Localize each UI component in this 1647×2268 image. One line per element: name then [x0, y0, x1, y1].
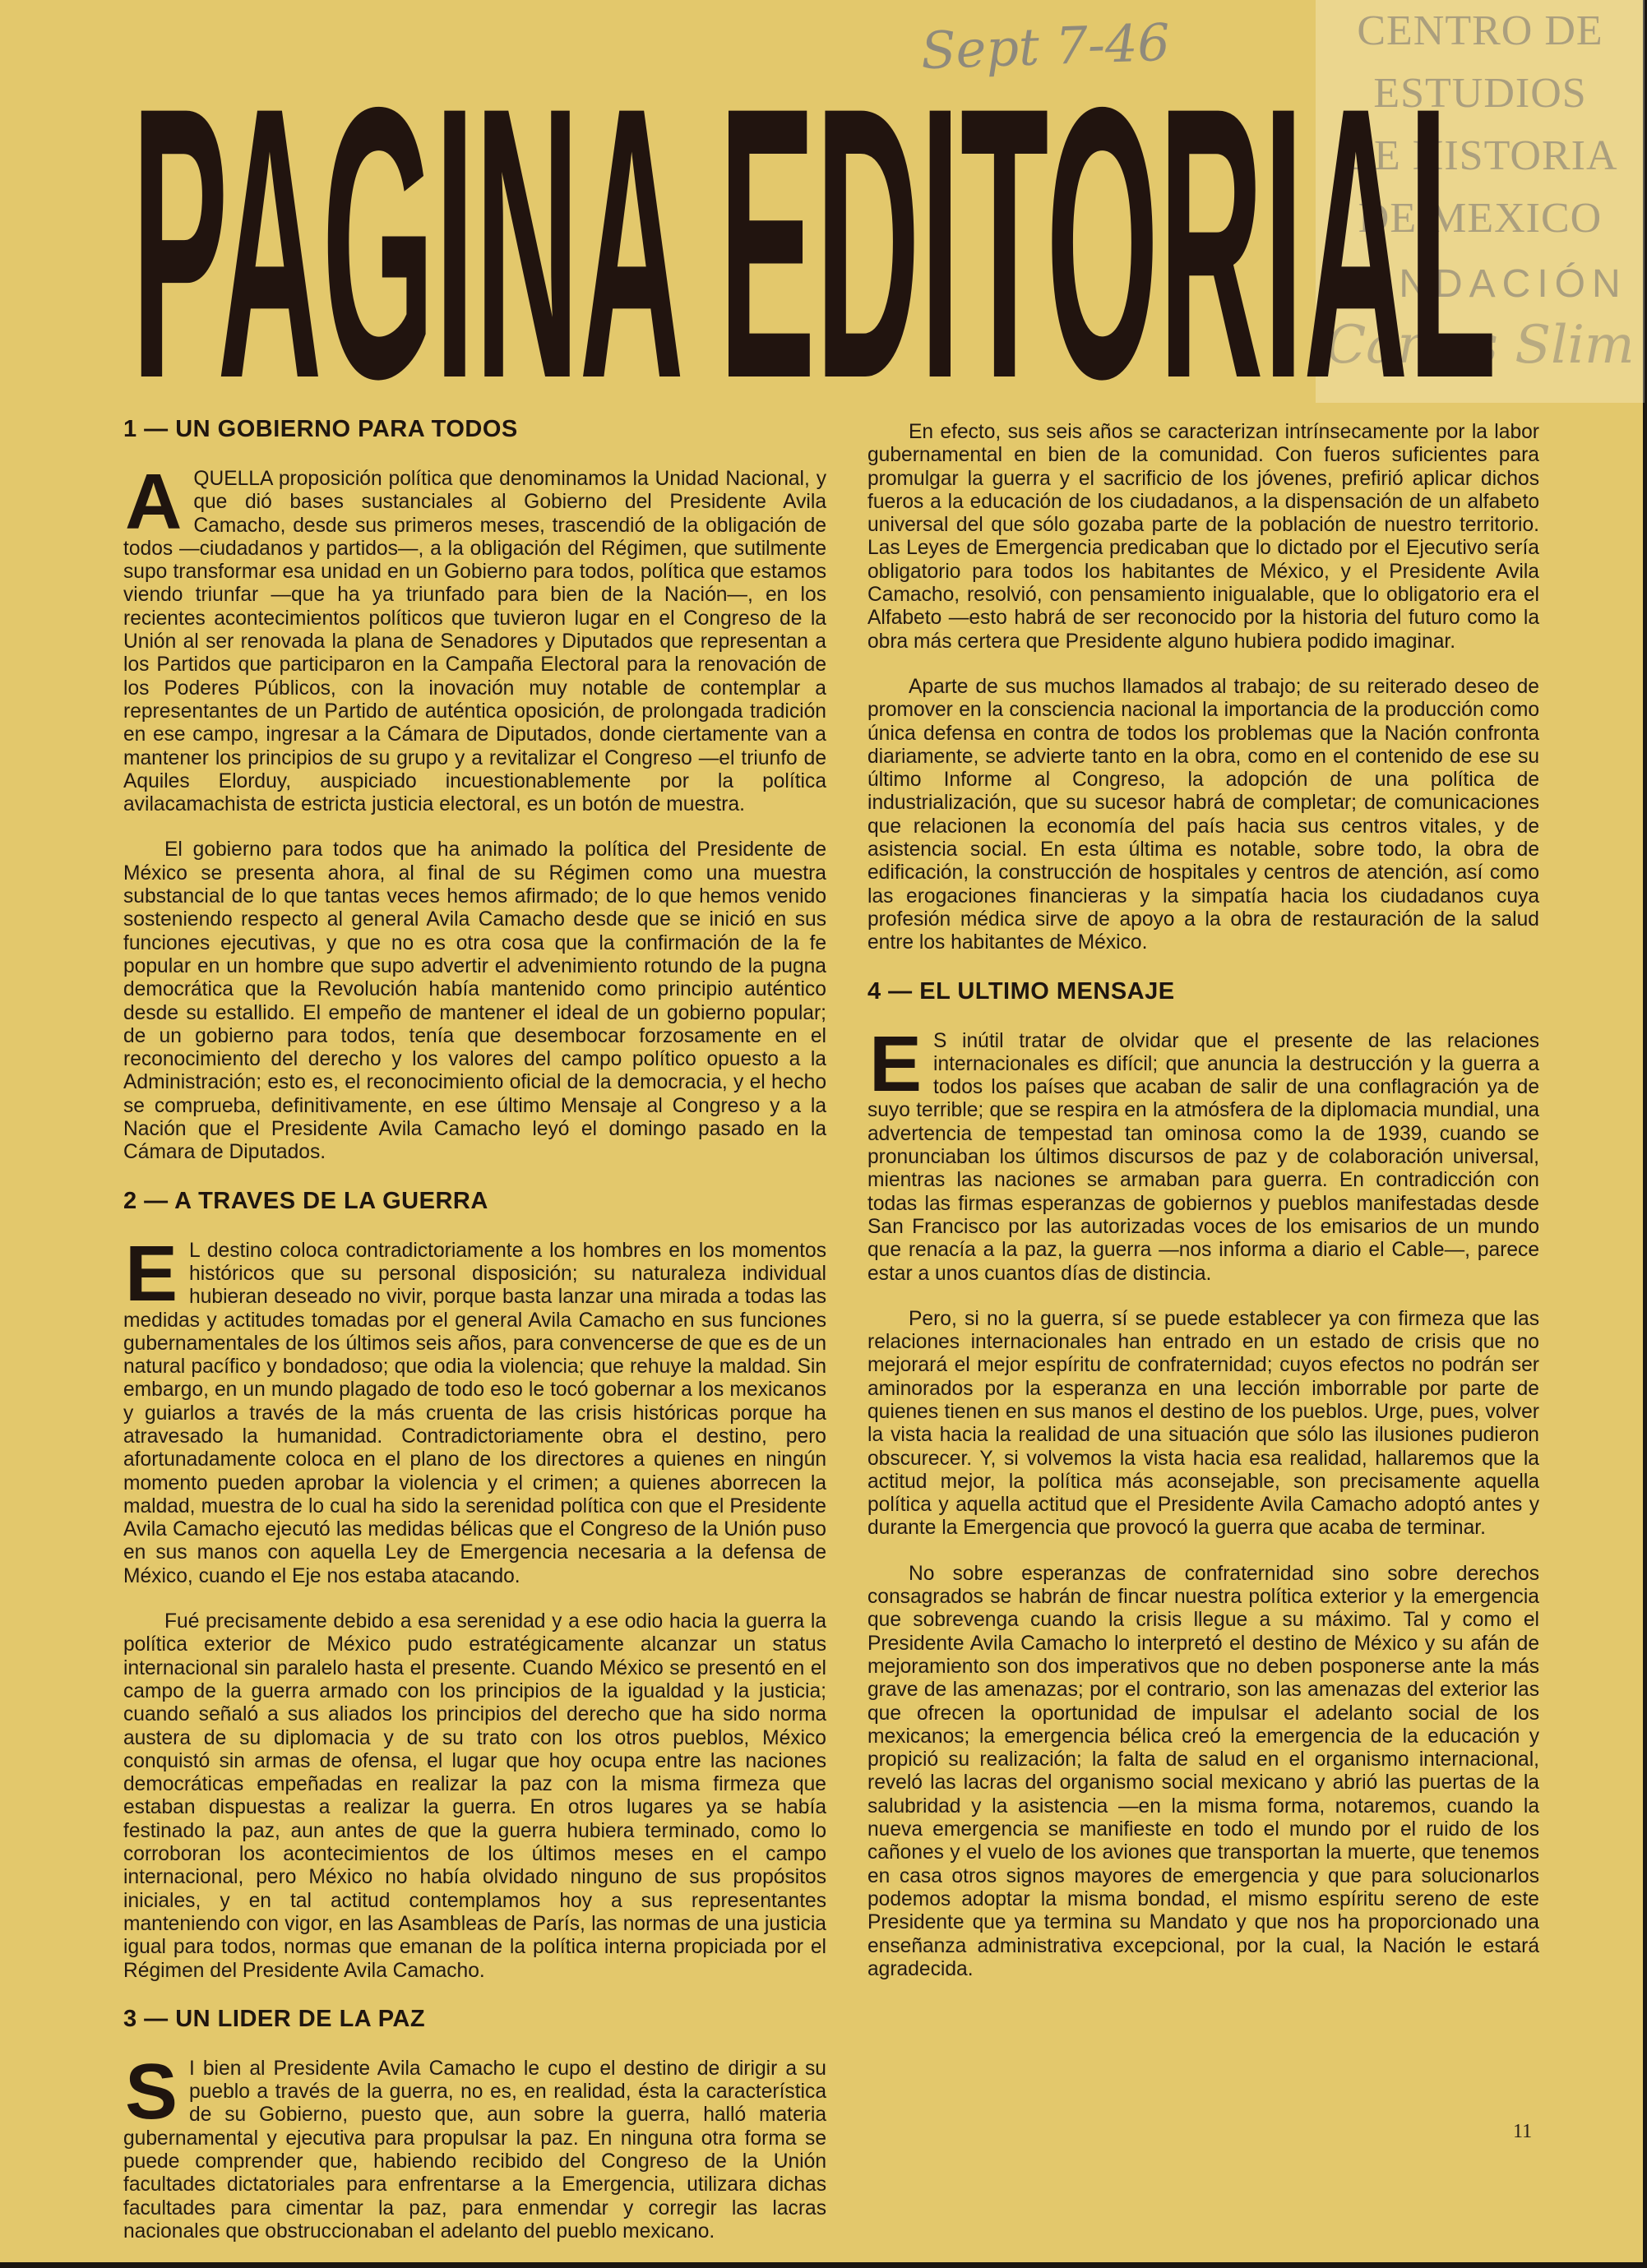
masthead-title	[132, 105, 1497, 393]
stamp-line: DE MEXICO	[1358, 195, 1603, 242]
masthead-text: PAGINA EDITORIAL	[132, 105, 1497, 393]
paragraph-text: S inútil tratar de olvidar que el presente de las relaciones internacionales es difícil; que anuncia la destrucción y la guerra a todos los países que acaban de salir de una conflagración ya de suyo terrible; que se respira en la atmósfera de la diplomacia mundial, una advertencia de tempestad tan ominosa como la de 1939, cuando se pronunciaban los últimos discursos de paz y de colaboración universal, mientras las naciones se armaban para guerra. En contradicción con todas las firmas esperanzas de gobiernos y pueblos manifestadas desde San Francisco por las autorizadas voces de los emisarios de un mundo que renacía a la paz, la guerra —nos informa a diario el Cable—, parece estar a unos cuantos días de distincia.	[867, 1029, 1539, 1285]
page-number: 11	[1513, 2121, 1533, 2142]
section-4-paragraph: No sobre esperanzas de confraternidad sino sobre derechos consagrados se habrán de fincar nuestra política exterior y la emergencia que sobrevenga cuando la crisis llegue a su máximo. Tal y como el Presidente Avila Camacho lo interpretó el destino de México y su afán de mejoramiento son dos imperativos que no deben posponerse ante la más grave de las amenazas; por el contrario, son las amenazas del exterior las que ofrecen la oportunidad de impulsar el adelanto social de los mexicanos; la emergencia bélica creó la emergencia de la educación y propició su realización; la falta de salud en el organismo internacional, reveló las lacras del organismo social mexicano y abrió las puertas de la salubridad y la asistencia —en la misma forma, notaremos, cuando la nueva emergencia se manifieste en todo el mundo por el ruido de los cañones y el vuelo de los aviones que transportan la muerte, que tenemos en casa otros signos mayores de emergencia y que para solucionarlos podemos adoptar la misma bondad, el mismo espíritu sereno de este Presidente que ya termina su Mandato y que nos ha proporcionado una enseñanza administrativa excepcional, por la cual, la Nación le estará agradecida.	[867, 1562, 1539, 1980]
left-column	[123, 415, 826, 2266]
stamp-fundacion: FUNDACIÓN	[1333, 262, 1627, 306]
section-3-paragraph	[123, 2047, 826, 2243]
section-1-paragraph	[123, 458, 826, 816]
stamp-line: CENTRO DE	[1357, 7, 1603, 54]
section-3-paragraph: Aparte de sus muchos llamados al trabajo; de su reiterado deseo de promover en la consciencia nacional la importancia de la producción como única defensa en contra de todos los problemas que la Nación confronta diariamente, se advierte tanto en la obra, como en el contenido de ese su último Informe al Congreso, la adopción de una política de industrialización, que su sucesor habrá de completar; de comunicaciones que relacionen la economía del país hacia sus centros vitales, y de asistencia social. En esta última es notable, sobre todo, la obra de edificación, la construcción de hospitales y centros de atención, así como las erogaciones financieras y la simpatía hacia los ciudadanos cuya profesión médica sirve de apoyo a la obra de restauración de la salud entre los habitantes de México.	[867, 675, 1539, 954]
handwritten-date-note: Sept 7-46	[919, 12, 1171, 81]
dropcap: S	[125, 2047, 178, 2136]
section-1-paragraph: El gobierno para todos que ha animado la política del Presidente de México se presenta ahora, al final de su Régimen como una muestra substancial de lo que tantas veces hemos afirmado; de lo que hemos venido sosteniendo respecto al general Avila Camacho desde que se inició en sus funciones ejecutivas, y que no es otra cosa que la confirmación de la fe popular en un hombre que supo advertir el advenimiento rotundo de la pugna democrática que la Revolución había mantenido como principio auténtico desde su estallido. El empeño de mantener el ideal de un gobierno popular; de un gobierno para todos, tenía que desembocar forzosamente en el reconocimiento del derecho y los valores del campo político opuesto a la Administración; esto es, el reconocimiento oficial de la democracia, y el hecho se comprueba, definitivamente, en ese último Mensaje al Congreso y a la Nación que el Presidente Avila Camacho leyó el domingo pasado en la Cámara de Diputados.	[123, 838, 826, 1164]
stamp-signature: Carlos Slim	[1325, 315, 1635, 376]
dropcap: A	[125, 458, 183, 546]
stamp-line: DE HISTORIA	[1342, 132, 1618, 179]
section-3-heading: 3 — UN LIDER DE LA PAZ	[123, 2005, 426, 2032]
section-2-paragraph: Fué precisamente debido a esa serenidad y a ese odio hacia la guerra la política exterior de México pudo estratégicamente alcanzar un status internacional sin paralelo hasta el presente. Cuando México se presentó en el campo de la guerra armado con los principios de la igualdad y la justicia; cuando señaló a sus aliados los principios del derecho que ha sido norma austera de su diplomacia y de su trato con los otros pueblos, México conquistó sin armas de ofensa, el lugar que hoy ocupa entre las naciones democráticas empeñadas en realizar la paz con la misma firmeza que estaban dispuestas a realizar la guerra. En otros lugares ya se había festinado la paz, aun antes de que la guerra hubiera terminado, como lo corroboran los acontecimientos de los últimos meses en el campo internacional, pero México no había olvidado ninguno de sus propósitos iniciales, y en tal actitud contemplamos hoy a sus representantes manteniendo con vigor, en las Asambleas de París, las normas de una justicia igual para todos, normas que emanan de la política interna propiciada por el Régimen del Presidente Avila Camacho.	[123, 1610, 826, 1982]
paragraph-text: I bien al Presidente Avila Camacho le cupo el destino de dirigir a su pueblo a través de la guerra, no es, en realidad, ésta la característica de su Gobierno, puesto que, aun sobre la guerra, halló materia gubernamental y ejecutiva para propulsar la paz. En ninguna otra forma se puede comprender que, habiendo recibido del Congreso de la Unión facultades dictatoriales para enfrentarse a la Emergencia, utilizara dichas facultades para cimentar la paz, para enmendar y corregir las lacras nacionales que obstruccionaban el adelanto del pueblo mexicano.	[123, 2057, 826, 2243]
section-2-paragraph	[123, 1229, 826, 1588]
right-column	[867, 421, 1539, 2003]
dropcap: E	[125, 1229, 178, 1318]
paragraph-text: QUELLA proposición política que denominamos la Unidad Nacional, y que dió bases sustanciales al Gobierno del Presidente Avila Camacho, desde sus primeros meses, trascendió de la obligación de todos —ciudadanos y partidos—, a la obligación del Régimen, que sutilmente supo transformar esa unidad en un Gobierno para todos, política que estamos viendo triunfar —que ha ya triunfado para bien de la Nación—, en los recientes acontecimientos políticos que tuvieron lugar en el Congreso de la Unión al ser renovada la plana de Senadores y Diputados que representan a los Partidos que participaron en la Campaña Electoral para la renovación de los Poderes Públicos, con la inovación muy notable de contemplar a representantes de un Partido de auténtica oposición, de prolongada tradición en ese campo, ingresar a la Cámara de Diputados, donde ciertamente van a mantener los principios de su grupo y a revitalizar el Congreso —el triunfo de Aquiles Elorduy, auspiciado incuestionablemente por la política avilacamachista de estricta justicia electoral, es un botón de muestra.	[123, 468, 826, 816]
section-1-heading: 1 — UN GOBIERNO PARA TODOS	[123, 416, 518, 442]
section-3-paragraph: En efecto, sus seis años se caracterizan intrínsecamente por la labor gubernamental en bien de la comunidad. Con fueros suficientes para promulgar la guerra y el sacrificio de los jóvenes, prefirió aplicar dichos fueros a la educación de los ciudadanos, a la dispensación de un alfabeto universal del que sólo gozaba parte de la población de nuestro territorio. Las Leyes de Emergencia predicaban que lo dictado por el Ejecutivo sería obligatorio para todos los habitantes de México, y el Presidente Avila Camacho, resolvió, con pensamiento inigualable, que lo obligatorio era el Alfabeto —esto habrá de ser reconocido por la historia del futuro como la obra más certera que Presidente alguno hubiera podido imaginar.	[867, 421, 1539, 653]
section-2-heading: 2 — A TRAVES DE LA GUERRA	[123, 1187, 488, 1214]
stamp-line: ESTUDIOS	[1373, 70, 1587, 117]
section-4-heading: 4 — EL ULTIMO MENSAJE	[867, 977, 1175, 1005]
dropcap: E	[869, 1019, 923, 1108]
paragraph-text: L destino coloca contradictoriamente a los hombres en los momentos históricos que su personal disposición; su naturaleza individual hubieran deseado no vivir, porque basta lanzar una mirada a todas las medidas y actitudes tomadas por el general Avila Camacho en sus funciones gubernamentales de los últimos seis años, para convencerse de que es de un natural pacífico y bondadoso; que odia la violencia; que rehuye la maldad. Sin embargo, en un mundo plagado de todo eso le tocó gobernar a los mexicanos y guiarlos a través de la más cruenta de las crisis históricas porque ha atravesado la humanidad. Contradictoriamente obra el destino, pero afortunadamente coloca en el plano de los directores a quienes en ningún momento pueden aprobar la violencia y el crimen; a quienes aborrecen la maldad, muestra de lo cual ha sido la serenidad política con que el Presidente Avila Camacho ejecutó las medidas bélicas que el Congreso de la Unión puso en sus manos con aquella Ley de Emergencia necesaria a la defensa de México, cuando el Eje nos estaba atacando.	[123, 1239, 826, 1587]
section-4-paragraph: Pero, si no la guerra, sí se puede establecer ya con firmeza que las relaciones internacionales han entrado en un estado de crisis que no mejorará el mejor espíritu de confraternidad; cuyos efectos no podrán ser aminorados por la esperanza en una lección imborrable por parte de quienes tienen en sus manos el destino de los pueblos. Urge, pues, volver la vista hacia la realidad de una situación que sólo las ilusiones pudieron obscurecer. Y, si volvemos la vista hacia esa realidad, hallaremos que la actitud mejor, la política más aconsejable, son precisamente aquella política y aquella actitud que el Presidente Avila Camacho adoptó antes y durante la Emergencia que provocó la guerra que acaba de terminar.	[867, 1307, 1539, 1540]
section-4-paragraph	[867, 1019, 1539, 1286]
